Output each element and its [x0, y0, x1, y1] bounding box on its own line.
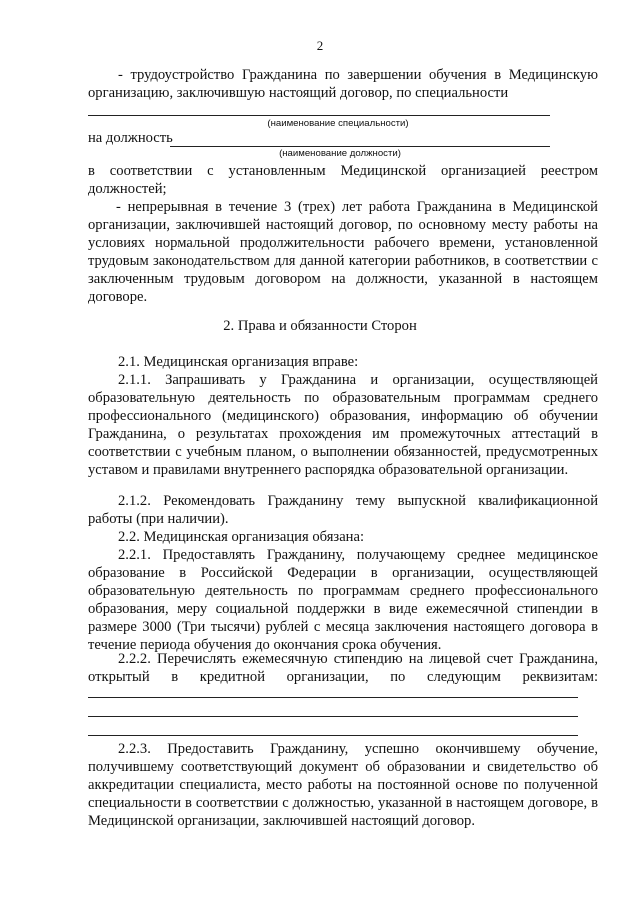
page-number: 2: [316, 38, 324, 53]
specialty-line: [88, 115, 550, 116]
register-paragraph: в соответствии с установленным Медицинской организацией реестром должностей;: [88, 163, 598, 198]
section-title: 2. Права и обязанности Сторон: [223, 318, 417, 334]
requisites-line-1: [88, 697, 578, 698]
requisites-line-3: [88, 735, 578, 736]
paragraph-2-2-1: 2.2.1. Предоставлять Гражданину, получающему среднее медицинское образование в Российской Федерации в организации, осуществляющей образовательную деятельность по программам среднего профессионального образования, меру социальной поддержки в виде ежемесячной стипендии в размере 3000 (Три тысячи) рублей с месяца заключения настоящего договора в течение периода обучения до окончания срока обучения.: [88, 547, 598, 654]
paragraph-2-1-1: 2.1.1. Запрашивать у Гражданина и организации, осуществляющей образовательную деятельность по образовательным программам среднего профессионального (медицинского) образования, информацию об обучении Гражданина, о результатах прохождения им промежуточных аттестаций в соответствии с учебным планом, о выполнении обязанностей, предусмотренных уставом и правилами внутреннего распорядка образовательной организации.: [88, 372, 598, 479]
work-paragraph: - непрерывная в течение 3 (трех) лет работа Гражданина в Медицинской организации, заключившей настоящий договор, по основному месту работы на условиях нормальной продолжительности рабочего времени, установленной трудовым законодательством для данной категории работников, в соответствии с заключенным трудовым договором на должности, указанной в настоящем договоре.: [88, 199, 598, 306]
caption-specialty: (наименование специальности): [267, 118, 409, 129]
position-label: на должность: [88, 130, 173, 146]
intro-paragraph: - трудоустройство Гражданина по завершении обучения в Медицинскую организацию, заключившую настоящий договор, по специальности: [88, 67, 598, 102]
requisites-line-2: [88, 716, 578, 717]
paragraph-2-1-2: 2.1.2. Рекомендовать Гражданину тему выпускной квалификационной работы (при наличии).: [88, 493, 598, 528]
paragraph-2-2: 2.2. Медицинская организация обязана:: [118, 529, 365, 545]
paragraph-2-2-2: 2.2.2. Перечислять ежемесячную стипендию на лицевой счет Гражданина, открытый в кредитной организации, по следующим реквизитам:: [88, 651, 598, 686]
position-line: [170, 146, 550, 147]
paragraph-2-2-3: 2.2.3. Предоставить Гражданину, успешно окончившему обучение, получившему соответствующий документ об образовании и свидетельство об аккредитации специалиста, место работы на постоянной основе по полученной специальности в соответствии с должностью, указанной в настоящем договоре, в Медицинской организации, заключившей настоящий договор.: [88, 741, 598, 830]
caption-position: (наименование должности): [279, 148, 401, 159]
paragraph-2-1: 2.1. Медицинская организация вправе:: [118, 354, 359, 370]
